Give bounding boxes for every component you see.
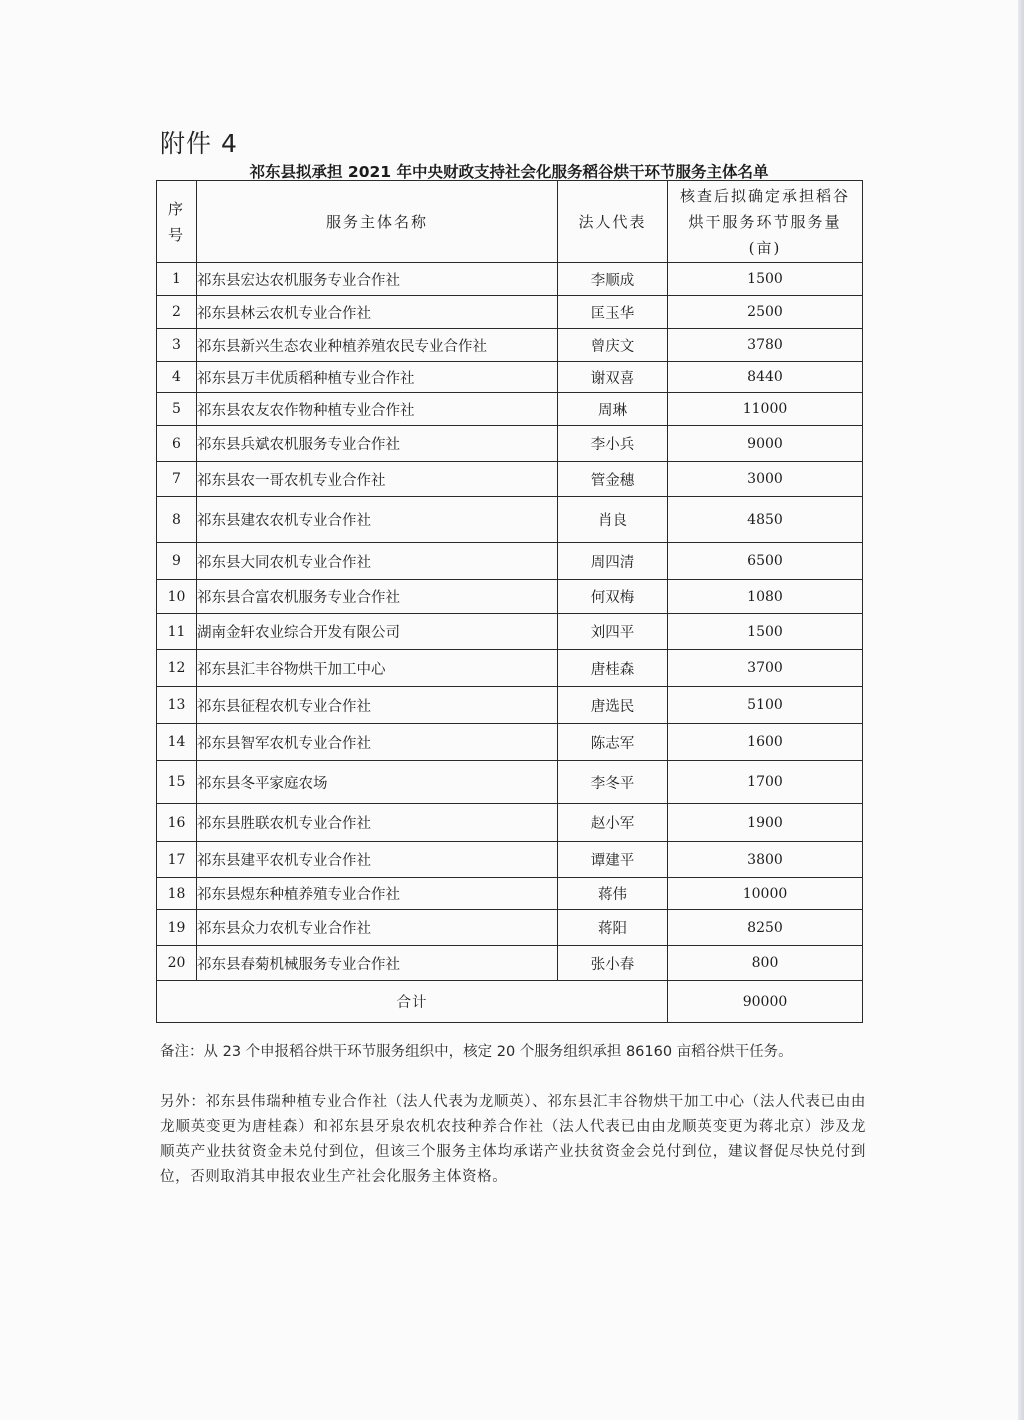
entity-name-cell: 祁东县胜联农机专业合作社 bbox=[197, 804, 558, 842]
scan-edge bbox=[1018, 0, 1024, 1420]
remark-note: 备注：从 23 个申报稻谷烘干环节服务组织中，核定 20 个服务组织承担 86160 亩稻谷烘干任务。 bbox=[160, 1044, 793, 1060]
entity-name-cell: 祁东县农一哥农机专业合作社 bbox=[197, 462, 558, 497]
table-row bbox=[157, 650, 863, 687]
service-quantity-cell: 3700 bbox=[668, 650, 863, 687]
entity-name-cell: 祁东县建农农机专业合作社 bbox=[197, 497, 558, 543]
legal-representative-cell: 何双梅 bbox=[558, 580, 668, 614]
header-entity-name: 服务主体名称 bbox=[197, 181, 558, 263]
serial-number-cell: 11 bbox=[157, 614, 197, 650]
table-row bbox=[157, 804, 863, 842]
table-header-row bbox=[157, 181, 863, 263]
service-quantity-cell: 8440 bbox=[668, 362, 863, 393]
entity-name-cell: 祁东县冬平家庭农场 bbox=[197, 761, 558, 804]
legal-representative-cell: 管金穗 bbox=[558, 462, 668, 497]
service-quantity-cell: 1700 bbox=[668, 761, 863, 804]
header-serial-line2: 号 bbox=[167, 225, 185, 244]
serial-number-cell: 5 bbox=[157, 393, 197, 426]
header-legal-representative: 法人代表 bbox=[558, 181, 668, 263]
table-row bbox=[157, 724, 863, 761]
entity-name-cell: 祁东县智军农机专业合作社 bbox=[197, 724, 558, 761]
table-row bbox=[157, 497, 863, 543]
attachment-label: 附件 4 bbox=[160, 129, 238, 158]
service-quantity-cell: 1900 bbox=[668, 804, 863, 842]
header-qty-line3: (亩) bbox=[748, 238, 782, 257]
entity-name-cell: 祁东县新兴生态农业种植养殖农民专业合作社 bbox=[197, 329, 558, 362]
serial-number-cell: 7 bbox=[157, 462, 197, 497]
legal-representative-cell: 李顺成 bbox=[558, 263, 668, 296]
service-quantity-cell: 3800 bbox=[668, 842, 863, 878]
serial-number-cell: 9 bbox=[157, 543, 197, 580]
service-quantity-cell: 9000 bbox=[668, 426, 863, 462]
additional-remarks: 另外：祁东县伟瑞种植专业合作社（法人代表为龙顺英）、祁东县汇丰谷物烘干加工中心（法人代表已由由龙顺英变更为唐桂森）和祁东县牙泉农机农技种养合作社（法人代表已由由龙顺英变更为蒋北京）涉及龙顺英产业扶贫资金未兑付到位，但该三个服务主体均承诺产业扶贫资金会兑付到位，建议督促尽快兑付到位，否则取消其申报农业生产社会化服务主体资格。 bbox=[160, 1094, 866, 1185]
table-row bbox=[157, 946, 863, 981]
entity-name-cell: 祁东县合富农机服务专业合作社 bbox=[197, 580, 558, 614]
service-entity-table bbox=[156, 180, 863, 1023]
service-quantity-cell: 10000 bbox=[668, 878, 863, 910]
service-quantity-cell: 8250 bbox=[668, 910, 863, 946]
legal-representative-cell: 赵小军 bbox=[558, 804, 668, 842]
legal-representative-cell: 肖良 bbox=[558, 497, 668, 543]
serial-number-cell: 17 bbox=[157, 842, 197, 878]
table-row bbox=[157, 842, 863, 878]
entity-name-cell: 祁东县农友农作物种植专业合作社 bbox=[197, 393, 558, 426]
service-quantity-cell: 1600 bbox=[668, 724, 863, 761]
serial-number-cell: 12 bbox=[157, 650, 197, 687]
total-quantity: 90000 bbox=[668, 981, 863, 1023]
table-row bbox=[157, 580, 863, 614]
service-quantity-cell: 6500 bbox=[668, 543, 863, 580]
document-title: 祁东县拟承担 2021 年中央财政支持社会化服务稻谷烘干环节服务主体名单 bbox=[249, 163, 769, 181]
legal-representative-cell: 蒋阳 bbox=[558, 910, 668, 946]
entity-name-cell: 祁东县春菊机械服务专业合作社 bbox=[197, 946, 558, 981]
table-row bbox=[157, 543, 863, 580]
legal-representative-cell: 唐选民 bbox=[558, 687, 668, 724]
legal-representative-cell: 周琳 bbox=[558, 393, 668, 426]
serial-number-cell: 3 bbox=[157, 329, 197, 362]
service-quantity-cell: 1500 bbox=[668, 263, 863, 296]
entity-name-cell: 祁东县宏达农机服务专业合作社 bbox=[197, 263, 558, 296]
service-quantity-cell: 1500 bbox=[668, 614, 863, 650]
table-row bbox=[157, 329, 863, 362]
table-row bbox=[157, 910, 863, 946]
table-row bbox=[157, 687, 863, 724]
legal-representative-cell: 蒋伟 bbox=[558, 878, 668, 910]
entity-name-cell: 祁东县征程农机专业合作社 bbox=[197, 687, 558, 724]
header-service-quantity bbox=[668, 181, 863, 263]
serial-number-cell: 2 bbox=[157, 296, 197, 329]
serial-number-cell: 20 bbox=[157, 946, 197, 981]
serial-number-cell: 19 bbox=[157, 910, 197, 946]
header-qty-line2: 烘干服务环节服务量 bbox=[688, 212, 842, 231]
serial-number-cell: 4 bbox=[157, 362, 197, 393]
entity-name-cell: 祁东县建平农机专业合作社 bbox=[197, 842, 558, 878]
entity-name-cell: 祁东县林云农机专业合作社 bbox=[197, 296, 558, 329]
table-row bbox=[157, 263, 863, 296]
entity-name-cell: 祁东县兵斌农机服务专业合作社 bbox=[197, 426, 558, 462]
legal-representative-cell: 周四清 bbox=[558, 543, 668, 580]
entity-name-cell: 祁东县万丰优质稻种植专业合作社 bbox=[197, 362, 558, 393]
header-serial-number bbox=[157, 181, 197, 263]
legal-representative-cell: 唐桂森 bbox=[558, 650, 668, 687]
entity-name-cell: 湖南金轩农业综合开发有限公司 bbox=[197, 614, 558, 650]
header-serial-line1: 序 bbox=[167, 199, 185, 218]
entity-name-cell: 祁东县煜东种植养殖专业合作社 bbox=[197, 878, 558, 910]
entity-name-cell: 祁东县大同农机专业合作社 bbox=[197, 543, 558, 580]
legal-representative-cell: 曾庆文 bbox=[558, 329, 668, 362]
service-quantity-cell: 800 bbox=[668, 946, 863, 981]
table-row bbox=[157, 462, 863, 497]
serial-number-cell: 8 bbox=[157, 497, 197, 543]
service-quantity-cell: 3000 bbox=[668, 462, 863, 497]
legal-representative-cell: 张小春 bbox=[558, 946, 668, 981]
legal-representative-cell: 李冬平 bbox=[558, 761, 668, 804]
serial-number-cell: 15 bbox=[157, 761, 197, 804]
header-qty-line1: 核查后拟确定承担稻谷 bbox=[679, 186, 850, 205]
serial-number-cell: 16 bbox=[157, 804, 197, 842]
table-row bbox=[157, 296, 863, 329]
service-quantity-cell: 4850 bbox=[668, 497, 863, 543]
table-row bbox=[157, 761, 863, 804]
serial-number-cell: 18 bbox=[157, 878, 197, 910]
serial-number-cell: 10 bbox=[157, 580, 197, 614]
entity-name-cell: 祁东县汇丰谷物烘干加工中心 bbox=[197, 650, 558, 687]
legal-representative-cell: 匡玉华 bbox=[558, 296, 668, 329]
service-quantity-cell: 11000 bbox=[668, 393, 863, 426]
service-quantity-cell: 1080 bbox=[668, 580, 863, 614]
serial-number-cell: 14 bbox=[157, 724, 197, 761]
service-quantity-cell: 5100 bbox=[668, 687, 863, 724]
total-label: 合计 bbox=[157, 981, 668, 1023]
service-quantity-cell: 3780 bbox=[668, 329, 863, 362]
entity-name-cell: 祁东县众力农机专业合作社 bbox=[197, 910, 558, 946]
legal-representative-cell: 陈志军 bbox=[558, 724, 668, 761]
legal-representative-cell: 谭建平 bbox=[558, 842, 668, 878]
table-row bbox=[157, 362, 863, 393]
legal-representative-cell: 刘四平 bbox=[558, 614, 668, 650]
legal-representative-cell: 谢双喜 bbox=[558, 362, 668, 393]
table-row bbox=[157, 426, 863, 462]
table-row bbox=[157, 878, 863, 910]
table-row bbox=[157, 614, 863, 650]
table-row bbox=[157, 393, 863, 426]
service-quantity-cell: 2500 bbox=[668, 296, 863, 329]
serial-number-cell: 1 bbox=[157, 263, 197, 296]
legal-representative-cell: 李小兵 bbox=[558, 426, 668, 462]
total-row bbox=[157, 981, 863, 1023]
serial-number-cell: 6 bbox=[157, 426, 197, 462]
serial-number-cell: 13 bbox=[157, 687, 197, 724]
